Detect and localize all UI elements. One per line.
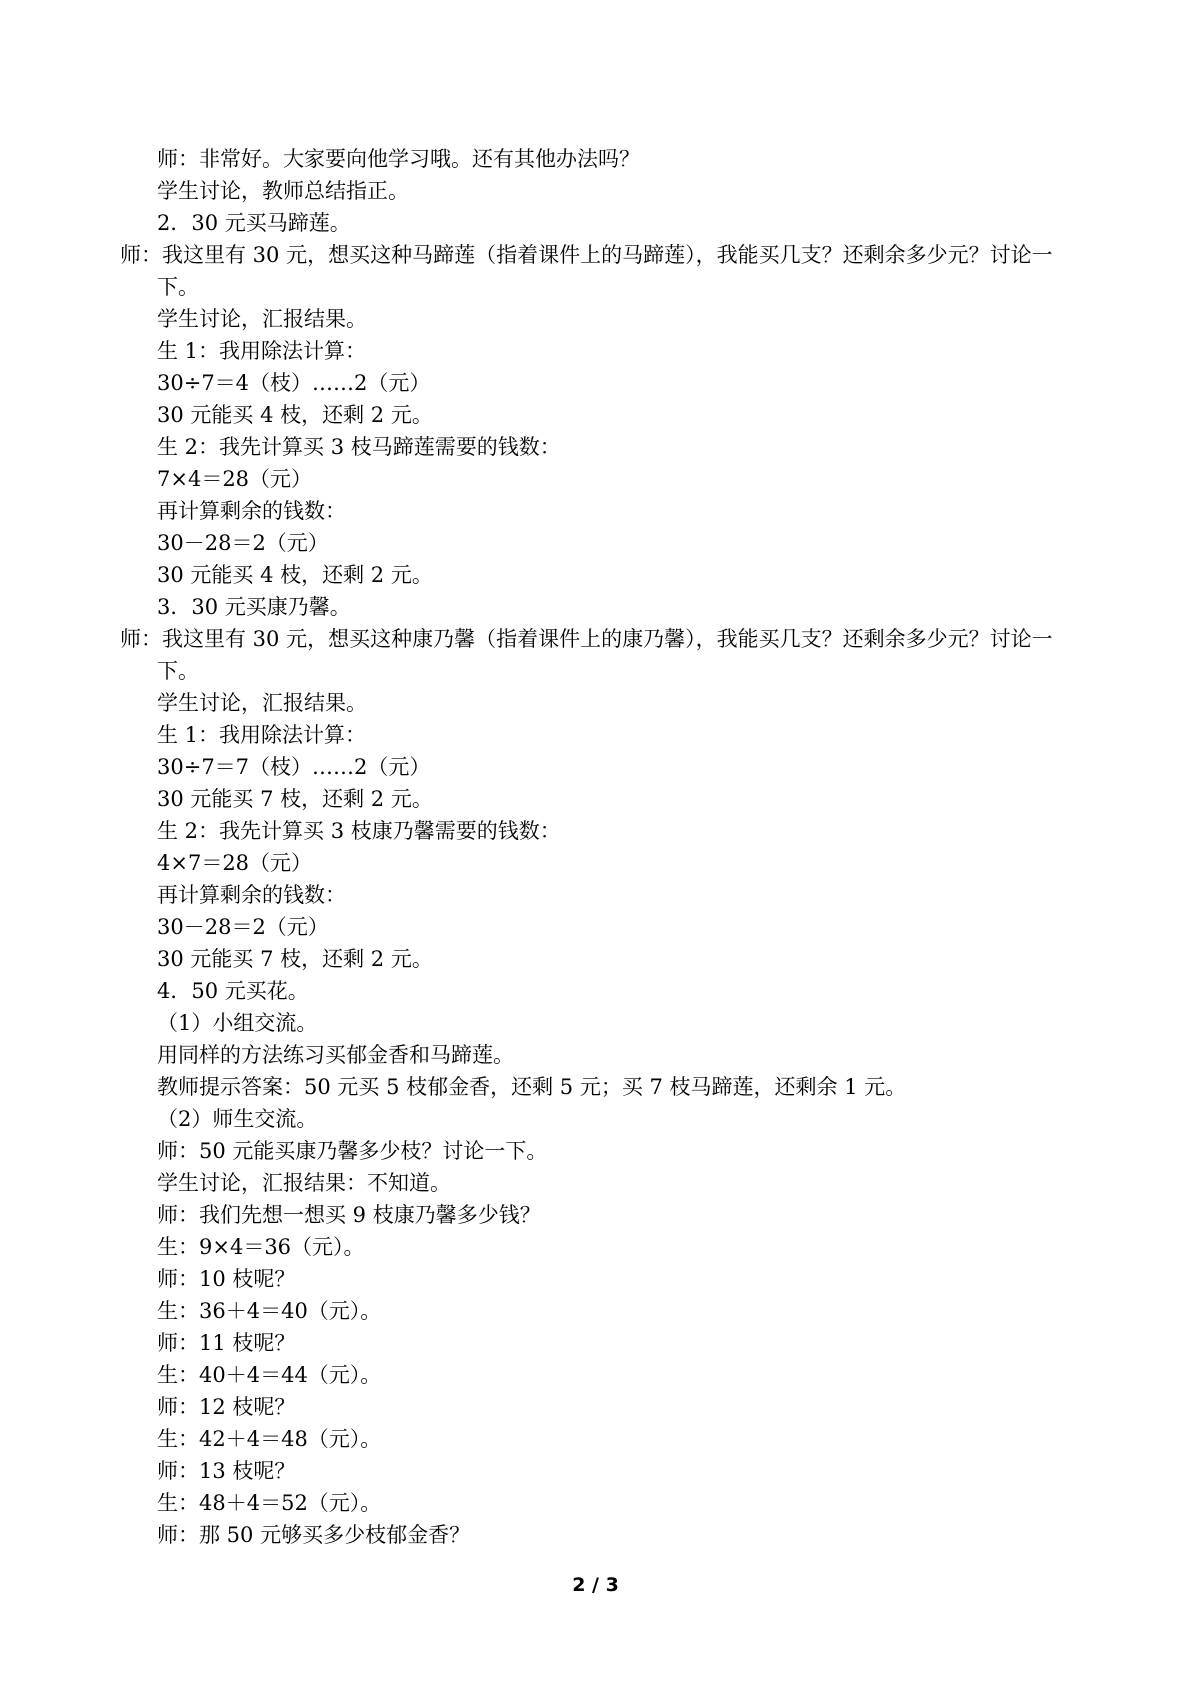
paragraph: 30 元能买 7 枝，还剩 2 元。 (157, 947, 433, 971)
paragraph: 生：42＋4＝48（元）。 (157, 1427, 382, 1451)
section-heading: 4．50 元买花。 (157, 979, 309, 1003)
paragraph: 师：我这里有 30 元，想买这种康乃馨（指着课件上的康乃馨），我能买几支？还剩余多少元？讨论一下。 (120, 627, 1053, 683)
paragraph: 师：10 枝呢？ (157, 1267, 296, 1291)
paragraph: 用同样的方法练习买郁金香和马蹄莲。 (157, 1043, 514, 1067)
paragraph: 生：9×4＝36（元）。 (157, 1235, 365, 1259)
paragraph: 学生讨论，教师总结指正。 (157, 179, 409, 203)
paragraph: 再计算剩余的钱数： (157, 883, 346, 907)
paragraph: 师：我这里有 30 元，想买这种马蹄莲（指着课件上的马蹄莲），我能买几支？还剩余多少元？讨论一下。 (120, 243, 1053, 299)
paragraph: 师：那 50 元够买多少枝郁金香？ (157, 1523, 471, 1547)
equation: 30－28＝2（元） (157, 531, 329, 555)
paragraph: 师：非常好。大家要向他学习哦。还有其他办法吗？ (157, 147, 640, 171)
paragraph: 师：11 枝呢？ (157, 1331, 296, 1355)
paragraph: 师：12 枝呢？ (157, 1395, 296, 1419)
paragraph: 师：50 元能买康乃馨多少枝？讨论一下。 (157, 1139, 548, 1163)
paragraph: 学生讨论，汇报结果。 (157, 691, 367, 715)
subsection-heading: （1）小组交流。 (157, 1011, 318, 1035)
equation: 7×4＝28（元） (157, 467, 313, 491)
paragraph: 生 2：我先计算买 3 枝康乃馨需要的钱数： (157, 819, 561, 843)
paragraph: 生：40＋4＝44（元）。 (157, 1363, 382, 1387)
paragraph: 30 元能买 4 枝，还剩 2 元。 (157, 403, 433, 427)
paragraph: 再计算剩余的钱数： (157, 499, 346, 523)
paragraph: 生：48＋4＝52（元）。 (157, 1491, 382, 1515)
subsection-heading: （2）师生交流。 (157, 1107, 318, 1131)
paragraph: 生 1：我用除法计算： (157, 339, 367, 363)
paragraph: 生 2：我先计算买 3 枝马蹄莲需要的钱数： (157, 435, 561, 459)
paragraph: 师：我们先想一想买 9 枝康乃馨多少钱？ (157, 1203, 541, 1227)
equation: 30÷7＝7（枝）……2（元） (157, 755, 431, 779)
document-body (120, 143, 1087, 1551)
paragraph: 教师提示答案：50 元买 5 枝郁金香，还剩 5 元；买 7 枝马蹄莲，还剩余 1 元。 (157, 1075, 907, 1099)
paragraph: 30 元能买 4 枝，还剩 2 元。 (157, 563, 433, 587)
equation: 30－28＝2（元） (157, 915, 329, 939)
paragraph: 师：13 枝呢？ (157, 1459, 296, 1483)
paragraph: 生 1：我用除法计算： (157, 723, 367, 747)
equation: 4×7＝28（元） (157, 851, 313, 875)
section-heading: 3．30 元买康乃馨。 (157, 595, 351, 619)
paragraph: 生：36＋4＝40（元）。 (157, 1299, 382, 1323)
paragraph: 30 元能买 7 枝，还剩 2 元。 (157, 787, 433, 811)
page-number: 2 / 3 (572, 1574, 619, 1596)
paragraph: 学生讨论，汇报结果：不知道。 (157, 1171, 451, 1195)
equation: 30÷7＝4（枝）……2（元） (157, 371, 431, 395)
section-heading: 2．30 元买马蹄莲。 (157, 211, 351, 235)
paragraph: 学生讨论，汇报结果。 (157, 307, 367, 331)
